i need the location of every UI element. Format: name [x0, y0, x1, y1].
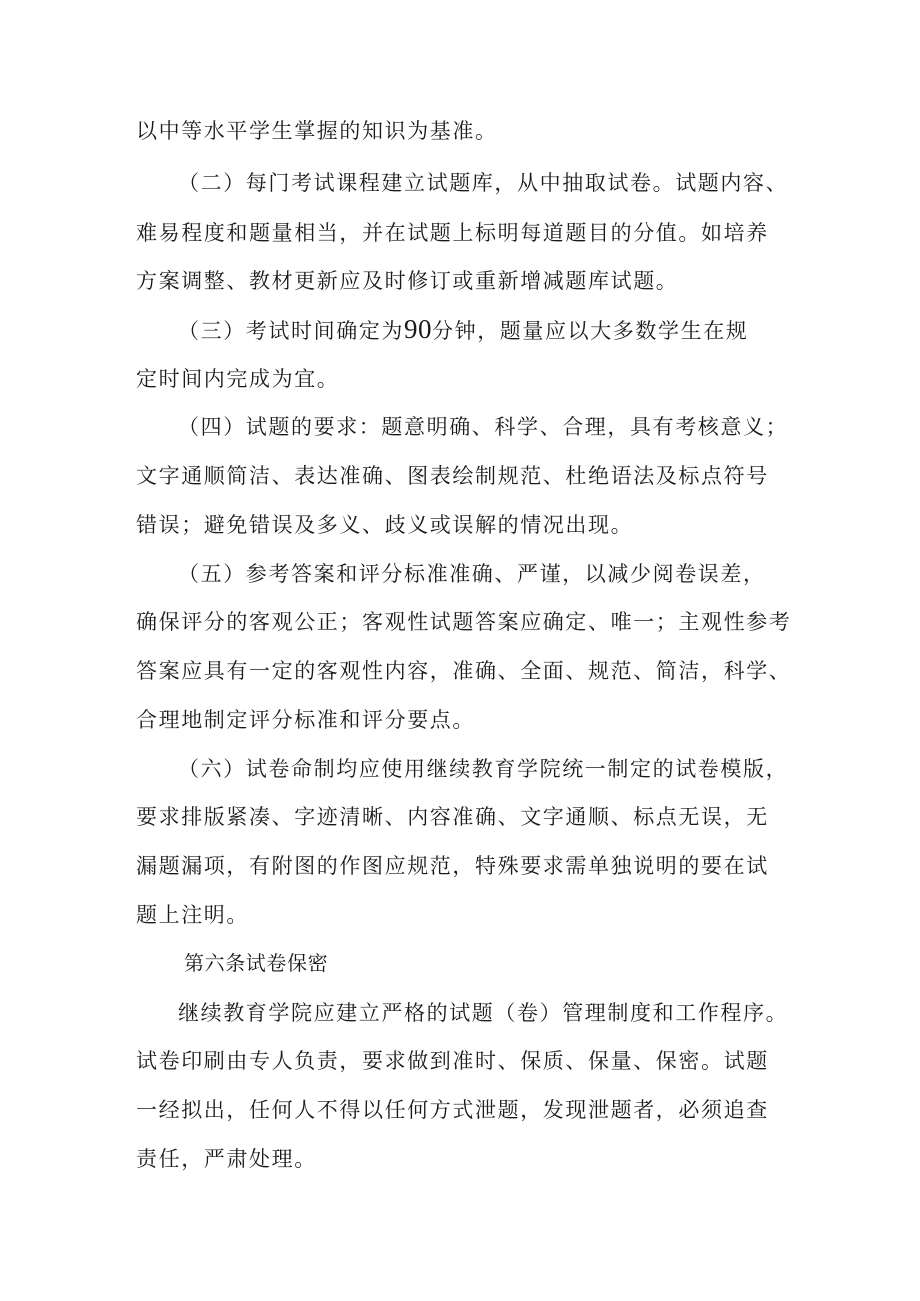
item-6-line-4: 题上注明。: [136, 903, 249, 927]
article-6-line-2: 试卷印刷由专人负责，要求做到准时、保质、保量、保密。试题: [136, 1049, 769, 1073]
item-4-line-1: （四）试题的要求：题意明确、科学、合理，具有考核意义；: [178, 415, 789, 439]
item-5-line-1: （五）参考答案和评分标准准确、严谨，以减少阅卷误差，: [178, 562, 766, 586]
article-6-line-1: 继续教育学院应建立严格的试题（卷）管理制度和工作程序。: [178, 1001, 789, 1025]
item-2-line-1: （二）每门考试课程建立试题库，从中抽取试卷。试题内容、: [178, 171, 789, 195]
item-4-line-3: 错误；避免错误及多义、歧义或误解的情况出现。: [136, 513, 634, 537]
exam-minutes: 90: [404, 314, 432, 344]
item-6-line-2: 要求排版紧凑、字迹清晰、内容准确、文字通顺、标点无误，无: [136, 805, 769, 829]
item-2-line-3: 方案调整、教材更新应及时修订或重新增减题库试题。: [136, 269, 679, 293]
item-3-text-a: （三）考试时间确定为: [178, 319, 404, 343]
item-3-line-1: [178, 314, 748, 346]
item-5-line-3: 答案应具有一定的客观性内容，准确、全面、规范、简洁，科学、: [136, 659, 792, 683]
item-2-line-2: 难易程度和题量相当，并在试题上标明每道题目的分值。如培养: [136, 221, 769, 245]
article-6-line-4: 责任，严肃处理。: [136, 1147, 317, 1171]
item-3-line-2: 定时间内完成为宜。: [136, 367, 340, 391]
item-5-line-2: 确保评分的客观公正；客观性试题答案应确定、唯一；主观性参考: [136, 610, 792, 634]
item-3-text-b: 分钟，题量应以大多数学生在规: [432, 319, 749, 343]
item-5-line-4: 合理地制定评分标准和评分要点。: [136, 708, 475, 732]
text-line-continuation: 以中等水平学生掌握的知识为基准。: [136, 119, 498, 143]
item-6-line-3: 漏题漏项，有附图的作图应规范，特殊要求需单独说明的要在试: [136, 854, 769, 878]
article-6-line-3: 一经拟出，任何人不得以任何方式泄题，发现泄题者，必须追查: [136, 1098, 769, 1122]
item-6-line-1: （六）试卷命制均应使用继续教育学院统一制定的试卷模版，: [178, 757, 789, 781]
article-6-heading: 第六条试卷保密: [184, 951, 329, 975]
item-4-line-2: 文字通顺简洁、表达准确、图表绘制规范、杜绝语法及标点符号: [136, 464, 769, 488]
